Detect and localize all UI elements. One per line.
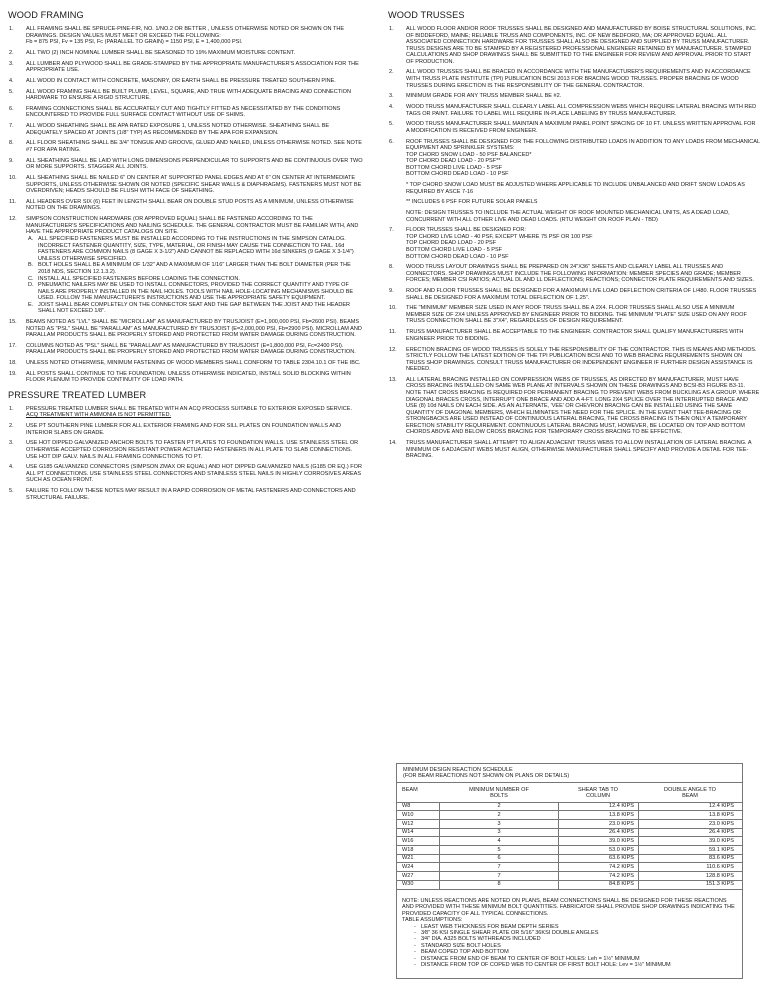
note-body: USE PT SOUTHERN PINE LUMBER FOR ALL EXTERIOR FRAMING AND FOR SILL PLATES ON FOUNDATION WALLS AND INTERIOR SLABS ON GRADE.: [26, 423, 341, 436]
assumption-text: LEAST WEB THICKNESS FOR BEAM DEPTH SERIES: [421, 923, 559, 930]
note-item: [388, 93, 760, 100]
pressure-treated-notes: [8, 406, 364, 501]
reaction-schedule-table: [396, 763, 743, 979]
subnote-item: [26, 302, 364, 315]
table-row: [397, 802, 742, 811]
cell-shear-tab: 84.8 KIPS: [558, 881, 638, 889]
subnote-letter: C.: [28, 275, 34, 282]
solar-footnote: ** INCLUDES 6 PSF FOR FUTURE SOLAR PANELS: [406, 199, 538, 206]
note-item: [8, 440, 364, 460]
cell-shear-tab: 63.6 KIPS: [558, 855, 638, 863]
table-row: [397, 828, 742, 837]
note-item: [8, 216, 364, 315]
subnote-text: ALL SPECIFIED FASTENERS MUST BE INSTALLED ACCORDING TO THE INSTRUCTIONS IN THE SIMPSON CATALOG. INCORRECT FASTENER QUANTITY, SIZE, TYPE, MATERIAL, OR FINISH MAY CAUSE THE CONNECTION TO FAIL. 16d FASTENERS ARE COMMON NAILS (8 GAGE X 3-1/2") AND CANNOT BE REPLACED WITH 16d SINKERS (9 GAGE X 3-1/4") UNLESS OTHERWISE SPECIFIED.: [38, 236, 354, 262]
note-number: 9.: [9, 157, 14, 164]
note-body: PRESSURE TREATED LUMBER SHALL BE TREATED WITH AN ACQ PROCESS SUITABLE TO EXTERIOR EXPOSED SERVICE.: [26, 405, 353, 412]
note-body: ALL WOOD FRAMING SHALL BE BUILT PLUMB, LEVEL, SQUARE, AND TRUE WITH ADEQUATE BRACING AND CONNECTION HARDWARE TO ENSURE A RIGID STRUCTURE.: [26, 88, 351, 102]
note-number: 7.: [9, 123, 14, 130]
cell-bolts: 2: [497, 811, 501, 818]
note-number: 2.: [389, 69, 394, 76]
cell-beam: W12: [397, 820, 440, 828]
note-text: [406, 227, 760, 260]
note-text: [26, 440, 364, 460]
snow-load-footnote: * TOP CHORD SNOW LOAD MUST BE ADJUSTED WHERE APPLICABLE TO INCLUDE UNBALANCED AND DRIFT SNOW LOADS AS REQUIRED BY ASCE 7-16: [406, 182, 745, 195]
note-number: 4.: [9, 464, 14, 471]
note-body: ALL POSTS SHALL CONTINUE TO THE FOUNDATION. UNLESS OTHERWISE INDICATED, INSTALL SOLID BLOCKING WITHIN FLOOR PLENUM TO PROVIDE CONTINUITY OF LOAD PATH.: [26, 370, 351, 384]
schedule-header-row: [397, 783, 742, 802]
cell-double-angle: 59.1 KIPS: [638, 846, 742, 854]
note-number: 13.: [389, 376, 397, 383]
assumption-text: 3⁄4" DIA. A325 BOLTS W/THREADS INCLUDED: [421, 936, 541, 943]
note-text: [26, 175, 364, 195]
note-number: 10.: [9, 174, 17, 181]
cell-shear-tab: 26.4 KIPS: [558, 829, 638, 837]
note-text: [26, 26, 364, 46]
note-item: [8, 319, 364, 339]
note-item: [388, 26, 760, 65]
cell-double-angle: 23.0 KIPS: [638, 820, 742, 828]
assumption-dash: -: [414, 942, 416, 949]
note-item: [8, 140, 364, 153]
assumption-text: STANDARD SIZE BOLT HOLES: [421, 942, 501, 949]
assumption-dash: -: [414, 955, 416, 962]
assumption-text: DISTANCE FROM END OF BEAM TO CENTER OF BOLT HOLES: Leh = 1½" MINIMUM: [421, 955, 640, 962]
note-body: ALL WOOD SHEATHING SHALL BE APA RATED EXPOSURE 1, UNLESS NOTED OTHERWISE. SHEATHING SHALL BE ADEQUATELY SPACED AT JOINTS (1/8" TYP) AS RECOMMENDED BY THE APA FOR EXPANSION.: [26, 123, 330, 136]
note-text: [406, 329, 760, 342]
note-body: ALL LUMBER AND PLYWOOD SHALL BE GRADE-STAMPED BY THE APPROPRIATE MANUFACTURER'S ASSOCIATION FOR THE APPROPRIATE USE.: [26, 60, 359, 74]
table-row: [397, 880, 742, 889]
note-number: 3.: [9, 440, 14, 447]
subnote-text: PNEUMATIC NAILERS MAY BE USED TO INSTALL CONNECTORS, PROVIDED THE CORRECT QUANTITY AND TYPE OF NAILS ARE PROPERLY INSTALLED IN THE NAIL HOLES. TOOLS WITH NAIL HOLE-LOCATING MECHANISMS SHOULD BE USED. FOLLOW THE MANUFACTURER'S INSTRUCTIONS AND USE THE APPROPRIATE SAFETY EQUIPMENT.: [38, 282, 354, 302]
note-text: [406, 347, 760, 373]
note-number: 5.: [9, 488, 14, 495]
note-text: [26, 199, 364, 212]
note-body: ALL WOOD TRUSSES SHALL BE BRACED IN ACCORDANCE WITH THE MANUFACTURER'S REQUIREMENTS AND IN ACCORDANCE WITH TRUSS PLATE INSTITUTE (TPI) PUBLICATION BCSI 2013 FOR BRACING WOOD TRUSSES. PROPER BRACING OF WOOD TRUSSES DURING ERECTION IS THE RESPONSIBILITY OF THE GENERAL CONTRACTOR.: [406, 69, 751, 89]
note-body: ROOF AND FLOOR TRUSSES SHALL BE DESIGNED FOR A MAXIMUM LIVE LOAD DEFLECTION CRITERIA OF L/480. FLOOR TRUSSES SHALL BE DESIGNED FOR A MAXIMUM TOTAL DEFLECTION OF 1.25".: [406, 288, 757, 301]
note-body: SIMPSON CONSTRUCTION HARDWARE (OR APPROVED EQUAL) SHALL BE FASTENED ACCORDING TO THE MANUFACTURER'S SPECIFICATIONS AND NAILING SCHEDULE. THE GENERAL CONTRACTOR MUST BE FAMILIAR WITH, AND HAVE THE APPROPRIATE PRODUCT CATALOGS ON SITE.: [26, 216, 359, 236]
note-text: [406, 139, 760, 178]
note-body: COLUMNS NOTED AS "PSL" SHALL BE "PARALLAM" AS MANUFACTURED BY TRUSJOIST (E=1,800,000 PSI, Fc=2400 PSI). PARALLAM PRODUCTS SHALL BE PROPERLY STORED AND PROTECTED FROM WATER DAMAGE DURING CONSTRUCTION.: [26, 342, 356, 356]
pressure-treated-heading: PRESSURE TREATED LUMBER: [8, 389, 147, 400]
note-number: 5.: [389, 121, 394, 128]
subnote-letter: D.: [28, 282, 34, 289]
note-item: [8, 123, 364, 136]
note-text: [406, 377, 760, 436]
note-number: 15.: [9, 318, 17, 325]
note-item: [8, 26, 364, 46]
note-body: TRUSS MANUFACTURER SHALL BE ACCEPTABLE TO THE ENGINEER. CONTRACTOR SHALL QUALIFY MANUFACTURERS WITH ENGINEER PRIOR TO BIDDING.: [406, 329, 744, 342]
note-body: WOOD TRUSS LAYOUT DRAWINGS SHALL BE PREPARED ON 24"X36" SHEETS AND CLEARLY LABEL ALL TRUSSES AND CONNECTORS. SHOP DRAWINGS MUST INCLUDE THE FOLLOWING INFORMATION: MEMBER SPECIES AND GRADE; MEMBER FORCES; MEMBER CSI RATIOS; ACTUAL DL AND LL DEFLECTIONS; REACTIONS; CONNECTOR PLATE REQUIREMENTS AND SIZES.: [406, 264, 754, 284]
note-text: [26, 78, 364, 85]
left-column: [8, 10, 364, 505]
assumption-dash: -: [414, 923, 416, 930]
wood-framing-heading: WOOD FRAMING: [8, 10, 84, 20]
note-number: 3.: [389, 93, 394, 100]
note-number: 10.: [389, 305, 397, 312]
schedule-body: [397, 802, 742, 889]
cell-double-angle: 128.8 KIPS: [638, 872, 742, 880]
note-body: ALL WOOD IN CONTACT WITH CONCRETE, MASONRY, OR EARTH SHALL BE PRESSURE TREATED SOUTHERN PINE.: [26, 77, 336, 84]
cell-bolts: 3: [497, 820, 501, 827]
cell-beam: W14: [397, 829, 440, 837]
note-item: [8, 61, 364, 74]
note-body: UNLESS NOTED OTHERWISE, MINIMUM FASTENING OF WOOD MEMBERS SHALL CONFORM TO TABLE 2304.10.1 OF THE IBC.: [26, 360, 361, 367]
schedule-title-line1: MINIMUM DESIGN REACTION SCHEDULE: [403, 767, 513, 773]
cell-beam: W16: [397, 837, 440, 845]
note-text: [406, 288, 760, 301]
subnote-text: JOIST SHALL BEAR COMPLETELY ON THE CONNECTOR SEAT AND THE GAP BETWEEN THE JOIST AND THE HEADER SHALL NOT EXCEED 1/8".: [38, 301, 351, 315]
cell-bolts: 8: [497, 881, 501, 888]
note-body: ALL FRAMING SHALL BE SPRUCE-PINE-FIR, NO. 1/NO.2 OR BETTER , UNLESS OTHERWISE NOTED OR SHOWN ON THE DRAWINGS. DESIGN VALUES MUST MEET OR EXCEED THE FOLLOWING: Fb = 875 PSI, Fv = 135 PSI, Fc (PARALLEL TO GRAIN) = 1150 PSI, E = 1,400,000 PSI.: [26, 26, 345, 46]
note-item: [8, 158, 364, 171]
note-sublist: [26, 236, 364, 315]
note-body: ALL HEADERS OVER SIX (6) FEET IN LENGTH SHALL BEAR ON DOUBLE STUD POSTS AS A MINIMUM, UNLESS OTHERWISE NOTED ON THE DRAWINGS.: [26, 198, 354, 212]
assumption-text: BEAM COPED TOP AND BOTTOM: [421, 949, 509, 956]
note-text: [406, 69, 760, 89]
cell-beam: W18: [397, 846, 440, 854]
note-body: TRUSS MANUFACTURER SHALL ATTEMPT TO ALIGN ADJACENT TRUSS WEBS TO ALLOW INSTALLATION OF LATERAL BRACING. A MINIMUM OF 6 ADJACENT WEBS MUST ALIGN, OTHERWISE MANUFACTURER SHALL SPECIFY AND PROVIDE A DETAIL FOR TEE-BRACING.: [406, 439, 752, 460]
note-item: [388, 347, 760, 373]
note-item: [388, 305, 760, 325]
note-item: [388, 264, 760, 284]
note-body: ROOF TRUSSES SHALL BE DESIGNED FOR THE FOLLOWING DISTRIBUTED LOADS IN ADDITION TO ANY LOADS FROM MECHANICAL EQUIPMENT AND SPRINKLER SYSTEMS: TOP CHORD SNOW LOAD - 50 PSF BALANCED* TOP CHORD DEAD LOAD - 20 PSF** BOTTOM CHORD LIVE LOAD - 5 PSF BOTTOM CHORD DEAD LOAD - 10 PSF: [406, 138, 760, 178]
note-number: 2.: [9, 423, 14, 430]
note-item: [8, 360, 364, 367]
subnote-letter: A.: [28, 236, 34, 243]
cell-double-angle: 26.4 KIPS: [638, 829, 742, 837]
cell-beam: W27: [397, 872, 440, 880]
note-item: [8, 89, 364, 102]
header-shear-tab: SHEAR TAB TO COLUMN: [578, 786, 618, 800]
note-item: [8, 423, 364, 436]
note-body: ALL FLOOR SHEATHING SHALL BE 3/4" TONGUE AND GROOVE, GLUED AND NAILED, UNLESS OTHERWISE NOTED. SEE NOTE #7 FOR APA RATING.: [26, 140, 362, 153]
note-body: ALL WOOD FLOOR AND/OR ROOF TRUSSES SHALL BE DESIGNED AND MANUFACTURED BY BOISE STRUCTURAL SOLUTIONS, INC. OF BIDDEFORD, MAINE; RELIABLE TRUSS AND COMPONENTS, INC. OF NEW BEDFORD, MA; OR APPROVED EQUAL. ALL ASSOCIATED CONNECTION HARDWARE FOR TRUSSES SHALL ALSO BE DESIGNED AND SUPPLIED BY TRUSS MANUFACTURER. TRUSS DESIGNS ARE TO BE STAMPED BY A REGISTERED PROFESSIONAL ENGINEER RETAINED BY MANUFACTURER. STAMPED CALCULATIONS AND SHOP DRAWINGS SHALL BE SUBMITTED TO THE ENGINEER FOR REVIEW AND APPROVAL PRIOR TO START OF PRODUCTION.: [406, 26, 757, 65]
note-number: 3.: [9, 60, 14, 67]
note-text: [406, 264, 760, 284]
cell-shear-tab: 39.0 KIPS: [558, 837, 638, 845]
table-row: [397, 854, 742, 863]
note-item: [388, 288, 760, 301]
note-body: ALL SHEATHING SHALL BE NAILED 6" ON CENTER AT SUPPORTED PANEL EDGES AND AT 6" ON CENTER AT INTERMEDIATE SUPPORTS, UNLESS OTHERWISE SHOWN OR NOTED (SPECIFIC SHEAR WALLS & DIAPHRAGMS). FASTENERS MUST NOT BE OVERDRIVEN; HEADS SHOULD BE FLUSH WITH FACE OF SHEATHING.: [26, 174, 362, 195]
note-text: [406, 26, 760, 65]
note-text: [26, 464, 364, 484]
note-item: [8, 78, 364, 85]
header-beam: BEAM: [402, 786, 418, 793]
note-number: 1.: [9, 26, 14, 32]
wood-trusses-notes-continued: [388, 227, 760, 459]
header-double-angle: DOUBLE ANGLE TO BEAM: [664, 786, 716, 800]
note-text: [26, 50, 364, 57]
cell-bolts: 6: [497, 855, 501, 862]
note-text: [26, 488, 364, 501]
note-text: [26, 360, 364, 367]
note-number: 6.: [9, 105, 14, 112]
note-item: [8, 50, 364, 57]
cell-double-angle: 13.8 KIPS: [638, 811, 742, 819]
note-text: [406, 104, 760, 117]
note-item: [8, 343, 364, 356]
note-text: [26, 343, 364, 356]
note-text: [406, 93, 760, 100]
schedule-note-text: NOTE: UNLESS REACTIONS ARE NOTED ON PLANS, BEAM CONNECTIONS SHALL BE DESIGNED FOR THESE REACTIONS AND PROVIDED WITH THESE MINIMUM BOLT QUANTITIES. FABRICATOR SHALL PROVIDE SHOP DRAWINGS INDICATING THE PROVIDED CAPACITY OF ALL TYPICAL CONNECTIONS. TABLE ASSUMPTIONS:: [402, 897, 735, 924]
note-body: ALL SHEATHING SHALL BE LAID WITH LONG DIMENSIONS PERPENDICULAR TO SUPPORTS AND BE CONTINUOUS OVER TWO OR MORE SUPPORTS. STAGGER ALL JOINTS.: [26, 157, 363, 171]
table-row: [397, 845, 742, 854]
note-item: [8, 106, 364, 119]
assumption-dash: -: [414, 961, 416, 968]
note-number: 4.: [9, 77, 14, 84]
table-row: [397, 836, 742, 845]
note-item: [8, 175, 364, 195]
note-item: [388, 440, 760, 460]
note-item: [8, 488, 364, 501]
note-number: 8.: [9, 140, 14, 147]
note-number: 19.: [9, 370, 17, 377]
assumption-item: [414, 962, 737, 968]
subnote-item: [26, 282, 364, 302]
subnote-text: INSTALL ALL SPECIFIED FASTENERS BEFORE LOADING THE CONNECTION.: [38, 275, 240, 282]
assumption-dash: -: [414, 929, 416, 936]
note-number: 6.: [389, 138, 394, 145]
table-row: [397, 871, 742, 880]
note-number: 8.: [389, 264, 394, 271]
assumption-text: DISTANCE FROM TOP OF COPED WEB TO CENTER OF FIRST BOLT HOLE: Lev = 1½" MINIMUM: [421, 961, 671, 968]
note-number: 17.: [9, 342, 17, 349]
cell-beam: W30: [397, 881, 440, 889]
subnote-item: [26, 262, 364, 275]
note-text: [26, 319, 364, 339]
subnote-text: BOLT HOLES SHALL BE A MINIMUM OF 1/32" AND A MAXIMUM OF 1/16" LARGER THAN THE BOLT DIAMETER (PER THE 2018 NDS, SECTION 12.1.3.2).: [38, 262, 351, 275]
note-item: [388, 377, 760, 436]
note-body: THE "MINIMUM" MEMBER SIZE USED IN ANY ROOF TRUSS SHALL BE A 2X4. FLOOR TRUSSES SHALL ALSO USE A MINIMUM MEMBER SIZE OF 2X4 UNLESS APPROVED BY ENGINEER PRIOR TO BIDDING. THE MINIMUM "PLATE" SIZE USED ON ANY ROOF TRUSS CONNECTION SHALL BE 3"X4", REGARDLESS OF DESIGN REQUIREMENT.: [406, 305, 747, 325]
note-number: 9.: [389, 288, 394, 295]
table-assumptions: [402, 924, 737, 969]
note-text: [26, 158, 364, 171]
note-item: [388, 121, 760, 134]
note-text: [406, 305, 760, 325]
cell-shear-tab: 74.2 KIPS: [558, 863, 638, 871]
cell-double-angle: 151.3 KIPS: [638, 881, 742, 889]
note-number: 4.: [389, 104, 394, 111]
note-body: FAILURE TO FOLLOW THESE NOTES MAY RESULT IN A RAPID CORROSION OF METAL FASTENERS AND CONNECTORS AND STRUCTURAL FAILURE.: [26, 488, 356, 501]
note-number: 7.: [389, 227, 394, 234]
note-body: BEAMS NOTED AS "LVL" SHALL BE "MICROLLAM" AS MANUFACTURED BY TRUSJOIST (E=1,900,000 PSI, Fb=2600 PSI). BEAMS NOTED AS "PSL" SHALL BE "PARALLAM" AS MANUFACTURED BY TRUSJOIST (E=2,000,000 PSI, Fb=2900 PSI). MICROLLAM AND PARALLAM PRODUCTS SHALL BE PROPERLY STORED AND PROTECTED FROM WATER DAMAGE DURING CONSTRUCTION.: [26, 318, 362, 339]
note-number: 5.: [9, 88, 14, 95]
assumption-dash: -: [414, 949, 416, 956]
note-body: WOOD TRUSS MANUFACTURER SHALL CLEARLY LABEL ALL COMPRESSION WEBS WHICH REQUIRE LATERAL BRACING WITH RED TAGS OR PAINT. FAILURE TO LABEL WILL REQUIRE IN-PLACE LABELING BY TRUSS MANUFACTURER.: [406, 104, 757, 117]
note-text: [26, 106, 364, 119]
note-number: 11.: [389, 329, 397, 336]
note-body: FLOOR TRUSSES SHALL BE DESIGNED FOR: TOP CHORD LIVE LOAD - 40 PSF, EXCEPT WHERE 75 PSF OR 100 PSF TOP CHORD DEAD LOAD - 20 PSF BOTTOM CHORD LIVE LOAD - 5 PSF BOTTOM CHORD DEAD LOAD - 10 PSF: [406, 227, 593, 260]
note-number: 14.: [389, 439, 397, 446]
note-number: 1.: [389, 26, 394, 32]
note-body: FRAMING CONNECTIONS SHALL BE ACCURATELY CUT AND TIGHTLY FITTED AS NECESSITATED BY THE CONDITIONS ENCOUNTERED TO PROVIDE FULL SURFACE CONTACT WITHOUT USE OF SHIMS.: [26, 105, 341, 119]
table-row: [397, 819, 742, 828]
header-bolts: MINIMUM NUMBER OF BOLTS: [469, 786, 529, 800]
subnote-letter: E.: [28, 301, 34, 308]
note-body: WOOD TRUSS MANUFACTURER SHALL MAINTAIN A MAXIMUM PANEL POINT SPACING OF 10 FT. UNLESS WRITTEN APPROVAL FOR A MODIFICATION IS RECEIVED FROM ENGINEER.: [406, 121, 756, 134]
cell-beam: W21: [397, 855, 440, 863]
note-text: [26, 61, 364, 74]
note-body: USE G185 GALVANIZED CONNECTORS (SIMPSON ZMAX OR EQUAL) AND HOT DIPPED GALVANIZED NAILS (G185 OR EQ.) FOR ALL PT CONNECTIONS. USE STAINLESS STEEL CONNECTORS AND STAINLESS STEEL NAILS IN HIGHLY CORROSIVES AREAS SUCH AS OCEAN FRONT.: [26, 464, 362, 484]
cell-beam: W8: [397, 803, 440, 811]
note-number: 1.: [9, 405, 14, 412]
cell-bolts: 7: [497, 864, 501, 871]
note-item: [388, 69, 760, 89]
cell-shear-tab: 23.0 KIPS: [558, 820, 638, 828]
cell-shear-tab: 13.8 KIPS: [558, 811, 638, 819]
note-body: MINIMUM GRADE FOR ANY TRUSS MEMBER SHALL BE #2.: [406, 93, 562, 100]
subnote-item: [26, 236, 364, 262]
note-text: [26, 406, 364, 419]
wood-trusses-heading: WOOD TRUSSES: [388, 10, 465, 20]
cell-bolts: 5: [497, 846, 501, 853]
cell-bolts: 4: [497, 838, 501, 845]
cell-double-angle: 12.4 KIPS: [638, 803, 742, 811]
assumption-dash: -: [414, 936, 416, 943]
note-body: ALL TWO (2) INCH NOMINAL LUMBER SHALL BE SEASONED TO 19% MAXIMUM MOISTURE CONTENT.: [26, 49, 296, 56]
cell-double-angle: 110.6 KIPS: [638, 863, 742, 871]
note-item: [8, 199, 364, 212]
note-text: [26, 89, 364, 102]
cell-double-angle: 83.6 KIPS: [638, 855, 742, 863]
assumption-text: 3⁄8" 36 KSI SINGLE SHEAR PLATE OR 5/16" 36KSI DOUBLE ANGLES: [421, 929, 599, 936]
note-item: [388, 227, 760, 260]
note-body: USE HOT DIPPED GALVANIZED ANCHOR BOLTS TO FASTEN PT PLATES TO FOUNDATION WALLS. USE STAINLESS STEEL OR OTHERWISE ACCEPTED CORROSION RESISTANT POWER ACTUATED FASTENERS IN ALL PLATE TO SLAB CONNECTIONS. USE HOT DIP GALV. NAILS IN ALL FRAMING CONNECTIONS TO PT.: [26, 440, 359, 460]
note-text: [26, 140, 364, 153]
note-item: [8, 464, 364, 484]
note-number: 18.: [9, 360, 17, 367]
note-body: ALL LATERAL BRACING INSTALLED ON COMPRESSION WEBS OF TRUSSES, AS DIRECTED BY MANUFACTURER, MUST HAVE CROSS BRACING INSTALLED ON SAME WEB PLANE AT INTERVALS SHOWN ON THESE DRAWINGS AND BCSI-B3 FIGURE B3-11. NOTE THAT CROSS BRACING IS REQUIRED FOR PERMANENT BRACING TO PREVENT WEBS FROM BUCKLING AS A GROUP. WHERE DIAGONAL BRACES CROSS, INTERRUPT ONE BRACE AND ADD A 4-FT. LONG 2X4 SPLICE OVER THE INTERRUPTED BRACE AND USE (8) 10d NAILS ON EACH SIDE. AS AN ALTERNATE, 'VEE' OR CHEVRON BRACING CAN BE INSTALLED USING THE SAME QUANTITY OF DIAGONAL MEMBERS, WHICH ELIMINATES THE NEED FOR THE SPLICE. IN THE EVENT THAT TEE-BRACING OR STRONGBACKS ARE USED INSTEAD OF CONTINUOUS LATERAL BRACING, THE CROSS BRACING IS THEN ONLY A TEMPORARY ERECTION STABILITY REQUIREMENT. CONTINUOUS LATERAL BRACING MUST, HOWEVER, BE LOCATED ON TOP AND BOTTOM CHORDS ABOVE AND BELOW CROSS BRACING FOR TEMPORARY CROSS BRACING TO BE EFFECTIVE.: [406, 376, 760, 436]
wood-framing-notes: [8, 26, 364, 384]
note-text: [406, 121, 760, 134]
table-row: [397, 862, 742, 871]
note-emphasis: ACQ TREATMENT WITH AMMONIA IS NOT PERMITTED.: [26, 412, 172, 419]
note-item: [388, 104, 760, 117]
note-text: [26, 216, 364, 315]
note-item: [388, 329, 760, 342]
cell-bolts: 2: [497, 803, 501, 810]
note-text: [26, 423, 364, 436]
cell-shear-tab: 53.0 KIPS: [558, 846, 638, 854]
subnote-letter: B.: [28, 262, 34, 269]
note-item: [8, 406, 364, 419]
table-row: [397, 810, 742, 819]
schedule-title-line2: (FOR BEAM REACTIONS NOT SHOWN ON PLANS OR DETAILS): [403, 773, 570, 780]
note-body: ERECTION BRACING OF WOOD TRUSSES IS SOLELY THE RESPONSIBILITY OF THE CONTRACTOR. THIS IS MEANS AND METHODS. STRICTLY FOLLOW THE LATEST EDITION OF THE TPI PUBLICATION BCSI AND TO WEB BRACING REQUIREMENTS SHOWN ON TRUSS SHOP DRAWINGS. CONSULT TRUSS MANUFACTURER OR INDEPENDENT ENGINEER IF FURTHER DESIGN ASSISTANCE IS NEEDED.: [406, 346, 757, 373]
note-text: [26, 371, 364, 384]
note-number: 12.: [389, 346, 397, 353]
note-text: [406, 440, 760, 460]
cell-shear-tab: 74.2 KIPS: [558, 872, 638, 880]
note-text: [26, 123, 364, 136]
wood-trusses-notes: [388, 26, 760, 178]
cell-beam: W24: [397, 863, 440, 871]
note-number: 2.: [9, 49, 14, 56]
note-number: 11.: [9, 198, 17, 205]
note-item: [388, 139, 760, 178]
cell-shear-tab: 12.4 KIPS: [558, 803, 638, 811]
rtu-note: NOTE: DESIGN TRUSSES TO INCLUDE THE ACTUAL WEIGHT OF ROOF MOUNTED MECHANICAL UNITS, AS A DEAD LOAD, CONCURRENT WITH ALL OTHER LIVE AND DEAD LOADS. (RTU WEIGHT ON ROOF PLAN - TBD): [406, 210, 730, 223]
cell-bolts: 7: [497, 872, 501, 879]
right-column: [388, 10, 760, 464]
schedule-note: [397, 889, 742, 978]
schedule-title: [397, 764, 742, 783]
note-number: 12.: [9, 216, 17, 223]
cell-beam: W10: [397, 811, 440, 819]
cell-bolts: 3: [497, 829, 501, 836]
cell-double-angle: 39.0 KIPS: [638, 837, 742, 845]
note-item: [8, 371, 364, 384]
